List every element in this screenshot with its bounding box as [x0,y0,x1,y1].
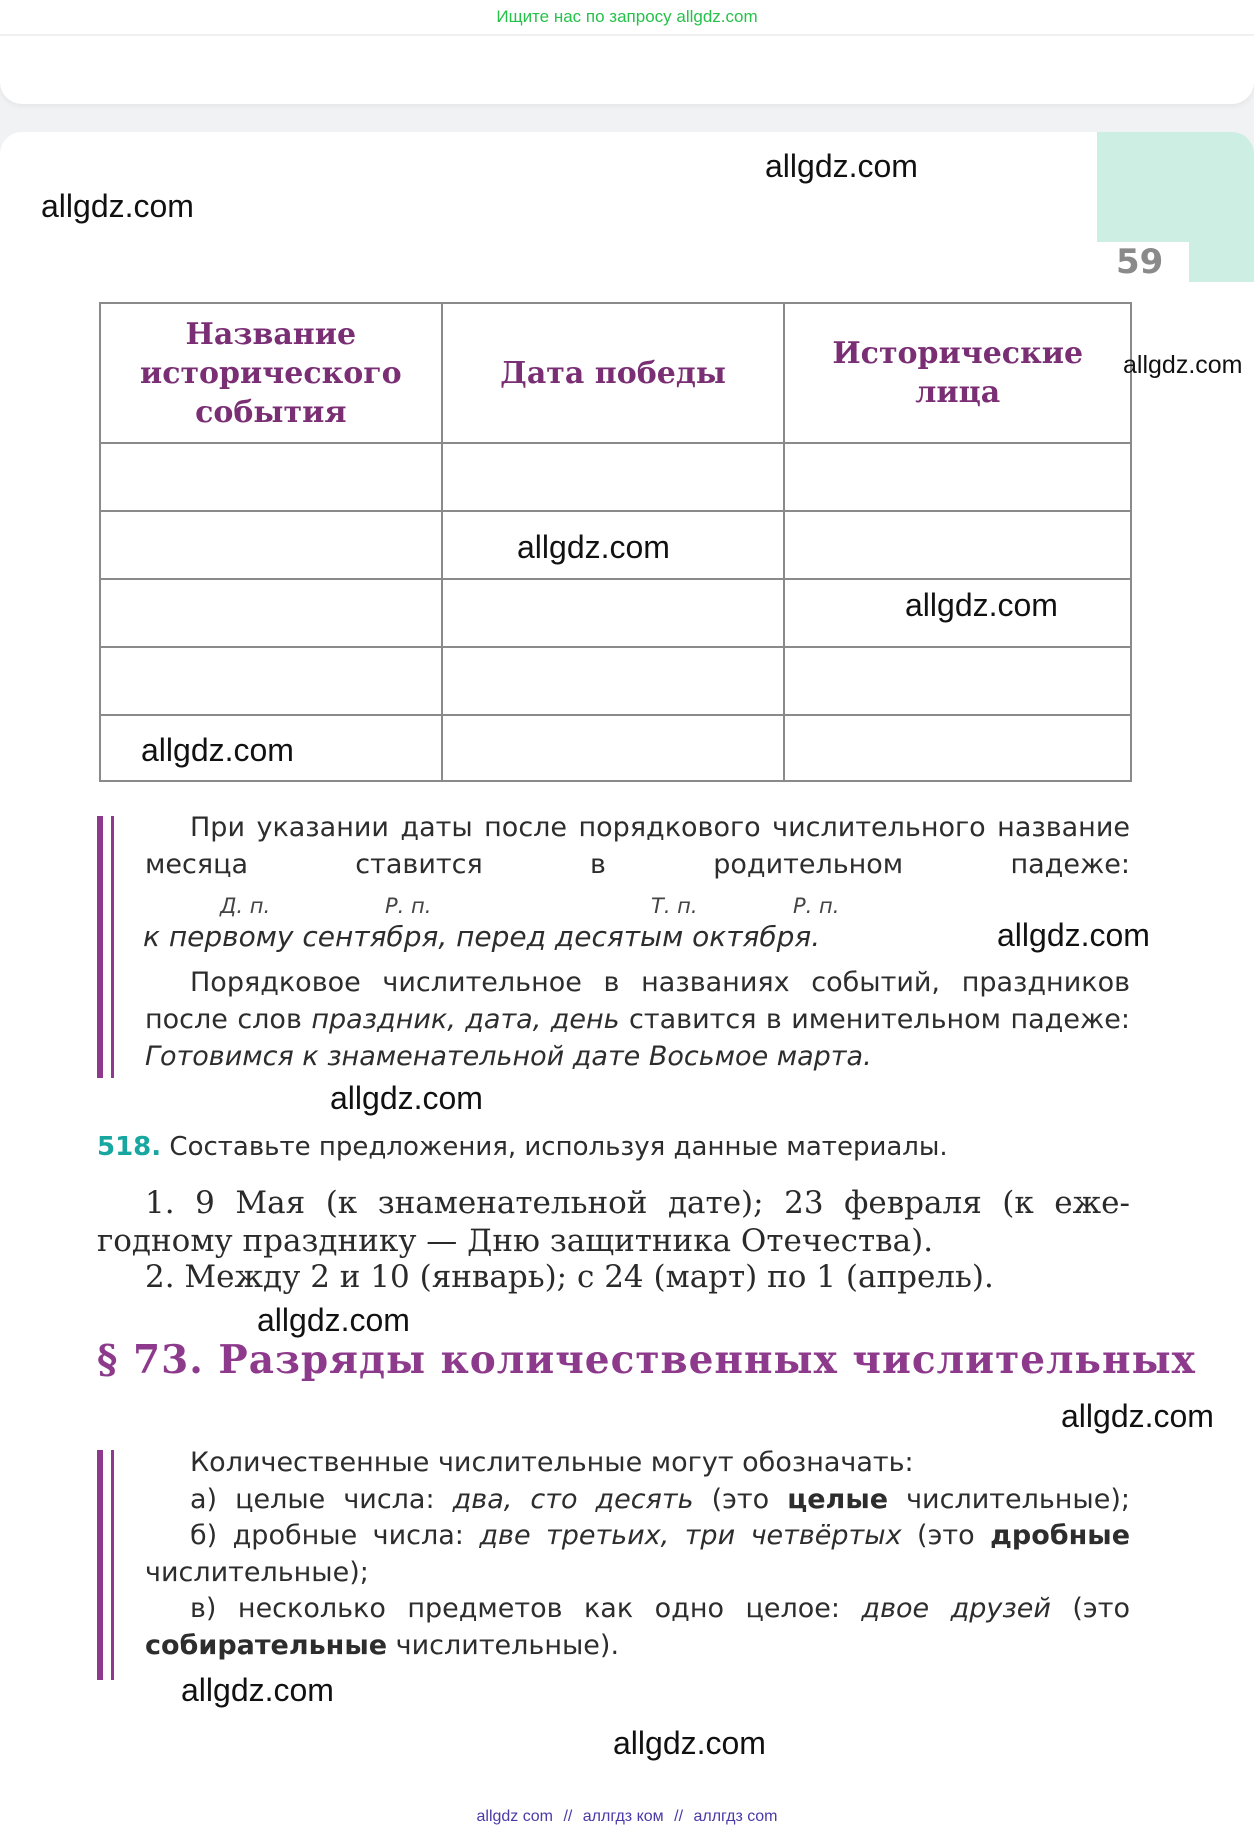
table-row [100,443,1131,511]
footer-link[interactable]: аллгдз com [693,1808,778,1825]
rule2-c-paren-close: числительные). [395,1630,620,1661]
case-label: Р. п. [385,894,432,918]
watermark: allgdz.com [141,732,294,768]
rule2-a-examples: два, сто десять [452,1484,694,1515]
rule2-c-examples: двое друзей [861,1593,1051,1624]
watermark: allgdz.com [330,1080,483,1116]
watermark: allgdz.com [517,529,670,565]
table-cell [100,511,442,579]
page-number: 59 [1116,242,1164,282]
table-cell [784,715,1131,781]
watermark: allgdz.com [905,587,1058,623]
column-header-event: Название исторического события [100,303,442,443]
rule1-p2-words: праздник, дата, день [311,1004,620,1035]
banner-text[interactable]: Ищите нас по запросу allgdz.com [496,7,758,26]
rule2-a-prefix: а) целые числа: [190,1484,435,1515]
rule1-example: к первому сентября, перед десятым октября. [143,920,821,953]
table-cell [442,715,785,781]
section-title: § 73. Разряды количественных числительных [97,1337,1196,1383]
table-cell [784,443,1131,511]
textbook-page [0,132,1254,1838]
watermark: allgdz.com [765,148,918,184]
column-header-persons: Исторические лица [784,303,1131,443]
footer-link[interactable]: allgdz com [476,1808,553,1825]
footer-separator: // [674,1808,684,1825]
rule2-b-prefix: б) дробные числа: [190,1520,464,1551]
rule2-a-paren-open: (это [711,1484,770,1515]
table-cell [100,443,442,511]
task-text: Составьте предложения, используя данные материалы. [169,1132,948,1162]
rule2-a-paren-close: числительные); [906,1484,1130,1515]
rule1-paragraph1: При указании даты после порядкового числительного название месяца ставится в родительном падеже: [145,812,1130,880]
rule2-c-term: собирательные [145,1630,388,1661]
rule1-p2-example: Готовимся к знаменательной дате Восьмое марта. [145,1041,872,1072]
rule2-b-term: дробные [990,1520,1131,1551]
table-row [100,647,1131,715]
rule2-a-term: целые [787,1484,889,1515]
watermark: allgdz.com [1123,351,1243,379]
task-number: 518. [97,1132,162,1162]
footer-link[interactable]: аллгдз ком [582,1808,664,1825]
watermark: allgdz.com [997,917,1150,953]
rule-bar [97,1450,103,1680]
case-label: Р. п. [793,894,840,918]
watermark: allgdz.com [257,1302,410,1338]
rule-bar [97,816,103,1078]
case-label: Т. п. [651,894,698,918]
watermark: allgdz.com [1061,1398,1214,1434]
rule2-b-paren-close: числительные); [145,1557,369,1588]
rule1-p2-start: Порядковое числительное в названиях событий, праздников после слов [145,967,1130,1035]
top-card [0,36,1254,104]
rule2-b-examples: две третьих, три четвёртых [479,1520,902,1551]
rule1-p2-mid: ставится в именительном падеже: [629,1004,1130,1035]
rule2-item-b [145,1517,1130,1591]
table-cell [784,647,1131,715]
rule2-b-paren-open: (это [917,1520,975,1551]
watermark: allgdz.com [613,1725,766,1761]
table-cell [100,647,442,715]
table-cell [442,443,785,511]
task-item-1: 1. 9 Мая (к знаменательной дате); 23 февраля (к еже-годному празднику — Дню защитника Отечества). [97,1185,1130,1259]
watermark: allgdz.com [181,1672,334,1708]
watermark: allgdz.com [41,188,194,224]
top-banner [0,0,1254,34]
task-item-2: 2. Между 2 и 10 (январь); с 24 (март) по 1 (апрель). [145,1259,994,1295]
column-header-date: Дата победы [442,303,785,443]
table-cell [100,579,442,647]
case-label: Д. п. [220,894,271,918]
task-518 [97,1132,948,1162]
table-cell [784,511,1131,579]
rule2-item-a [145,1481,1130,1518]
table-cell [442,647,785,715]
table-cell [442,579,785,647]
footer-links [0,1808,1254,1826]
rule2-c-prefix: в) несколько предметов как одно целое: [190,1593,840,1624]
rule2-intro: Количественные числительные могут обозначать: [190,1447,914,1478]
rule1-paragraph2 [145,964,1130,1075]
footer-separator: // [563,1808,573,1825]
rule2-item-c [145,1590,1130,1664]
rule2-c-paren-open: (это [1072,1593,1130,1624]
